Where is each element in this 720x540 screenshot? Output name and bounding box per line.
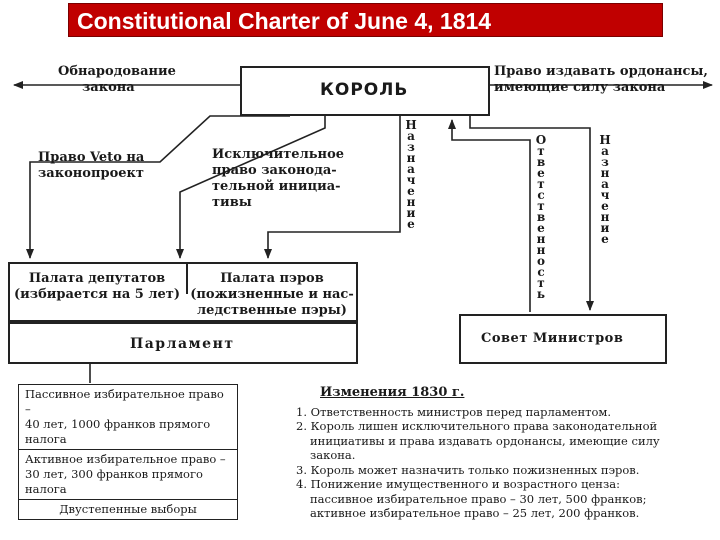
- appointment-peers-label: Назначение: [405, 118, 417, 231]
- page-title: Constitutional Charter of June 4, 1814: [68, 3, 663, 37]
- changes-item: 2. Король лишен исключительного права законодательной: [296, 419, 658, 433]
- changes-item: инициативы и права издавать ордонансы, имеющие силу: [310, 433, 660, 448]
- changes-item: активное избирательное право – 25 лет, 200 франков.: [310, 506, 640, 520]
- chamber-peers: Палата пэров (пожизненные и нас- ледственные пэры): [190, 271, 354, 318]
- changes-list: [296, 405, 712, 521]
- electoral-table: [18, 384, 238, 520]
- changes-item: 1. Ответственность министров перед парламентом.: [296, 404, 611, 419]
- promulgation-label: Обнародование закона: [58, 64, 176, 95]
- parliament-label: Парламент: [130, 336, 235, 352]
- changes-item: закона.: [310, 448, 356, 462]
- king-box: [240, 66, 490, 116]
- changes-1830: [296, 386, 712, 521]
- veto-label: Право Veto на законопроект: [38, 150, 145, 181]
- electoral-active: Активное избирательное право – 30 лет, 300 франков прямого налога: [19, 450, 237, 500]
- chamber-deputies: Палата депутатов (избирается на 5 лет): [14, 271, 180, 302]
- responsibility-label: Ответственность: [535, 133, 547, 301]
- changes-heading: Изменения 1830 г.: [320, 385, 465, 400]
- parliament-box: [8, 322, 358, 364]
- changes-item: 3. Король может назначить только пожизненных пэров.: [296, 462, 640, 477]
- appointment-ministers-label: Назначение: [599, 133, 611, 246]
- council-label: Совет Министров: [481, 331, 624, 346]
- electoral-two-stage: Двустепенные выборы: [59, 502, 197, 516]
- changes-item: 4. Понижение имущественного и возрастного ценза:: [296, 477, 620, 491]
- king-label: КОРОЛЬ: [320, 80, 409, 100]
- ordinances-label: Право издавать ордонансы, имеющие силу закона: [494, 64, 708, 95]
- electoral-passive: Пассивное избирательное право – 40 лет, 1000 франков прямого налога: [19, 385, 237, 450]
- initiative-label: Исключительное право законода- тельной инициа- тивы: [212, 147, 345, 210]
- council-box: [459, 314, 667, 364]
- changes-item: пассивное избирательное право – 30 лет, 500 франков;: [310, 491, 647, 506]
